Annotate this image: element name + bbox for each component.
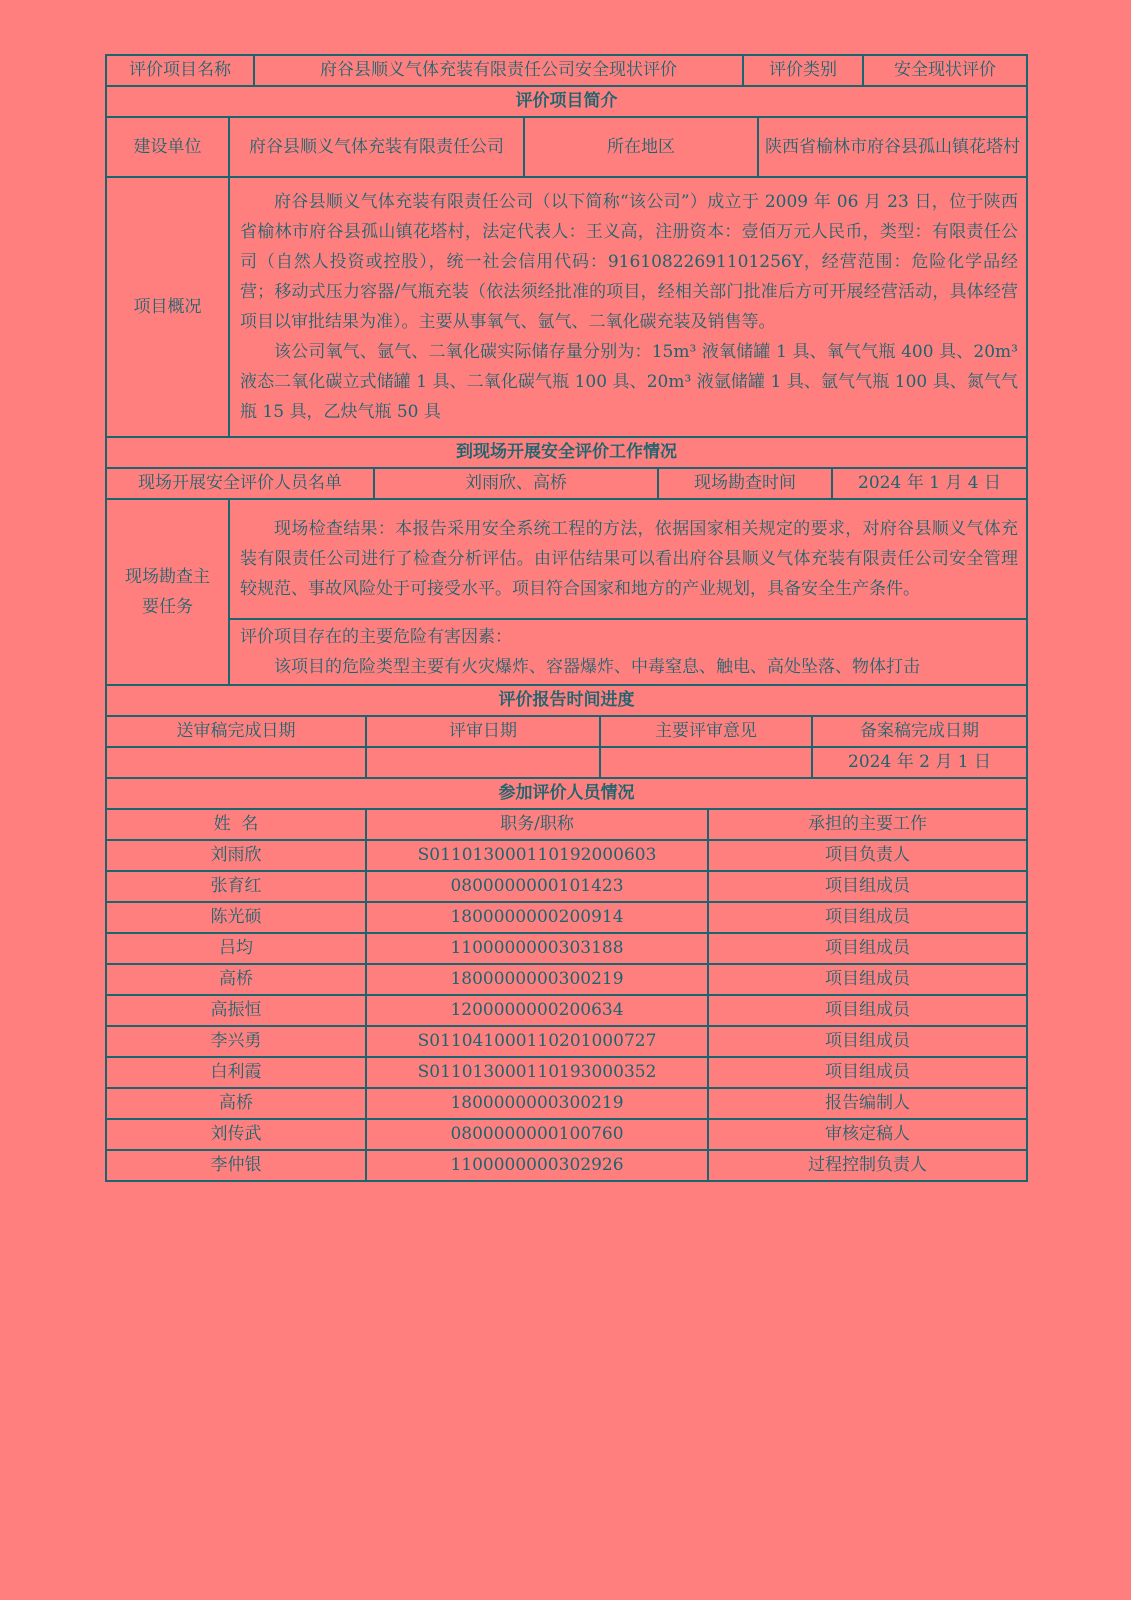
staff-work: 项目组成员 (708, 933, 1027, 964)
col-record-date: 备案稿完成日期 (812, 716, 1027, 747)
staff-name: 白利霞 (106, 1057, 366, 1088)
table-row (106, 902, 1027, 933)
staff-name: 李兴勇 (106, 1026, 366, 1057)
schedule-table (105, 684, 1028, 779)
table-row (106, 995, 1027, 1026)
staff-work: 报告编制人 (708, 1088, 1027, 1119)
site-time: 2024 年 1 月 4 日 (832, 468, 1027, 499)
staff-name: 高桥 (106, 964, 366, 995)
staff-title: 0800000000100760 (366, 1119, 708, 1150)
staff-work: 过程控制负责人 (708, 1150, 1027, 1181)
staff-name: 刘雨欣 (106, 840, 366, 871)
staff-title: 1800000000300219 (366, 1088, 708, 1119)
staff-title: 1100000000303188 (366, 933, 708, 964)
staff-work: 项目组成员 (708, 1026, 1027, 1057)
record-date: 2024 年 2 月 1 日 (812, 747, 1027, 778)
overview-paragraph-2: 该公司氧气、氩气、二氧化碳实际储存量分别为：15m³ 液氧储罐 1 具、氧气气瓶 400 具、20m³ 液态二氧化碳立式储罐 1 具、二氧化碳气瓶 100 具、20m³ 液氩储罐 1 具、氩气气瓶 100 具、氮气气瓶 15 具，乙炔气瓶 50 具 (240, 342, 1018, 422)
site-staff: 刘雨欣、高桥 (374, 468, 658, 499)
staff-title: 1200000000200634 (366, 995, 708, 1026)
col-review-date: 评审日期 (366, 716, 600, 747)
col-name: 姓 名 (106, 809, 366, 840)
staff-name: 刘传武 (106, 1119, 366, 1150)
staff-work: 审核定稿人 (708, 1119, 1027, 1150)
table-row (106, 933, 1027, 964)
intro-table (105, 85, 1028, 438)
staff-title: 1800000000200914 (366, 902, 708, 933)
label-construction-unit: 建设单位 (106, 117, 229, 177)
staff-name: 高振恒 (106, 995, 366, 1026)
header-table (105, 54, 1028, 87)
col-title: 职务/职称 (366, 809, 708, 840)
site-result-text: 现场检查结果：本报告采用安全系统工程的方法，依据国家相关规定的要求，对府谷县顺义气体充装有限责任公司进行了检查分析评估。由评估结果可以看出府谷县顺义气体充装有限责任公司安全管理较规范、事故风险处于可接受水平。项目符合国家和地方的产业规划，具备安全生产条件。 (240, 519, 1018, 599)
review-date (366, 747, 600, 778)
label-site-staff: 现场开展安全评价人员名单 (106, 468, 374, 499)
staff-rows (106, 840, 1027, 1181)
staff-title: S011013000110192000603 (366, 840, 708, 871)
section-title-schedule: 评价报告时间进度 (106, 685, 1027, 716)
staff-work: 项目组成员 (708, 1057, 1027, 1088)
location: 陕西省榆林市府谷县孤山镇花塔村 (758, 117, 1027, 177)
table-row (106, 1026, 1027, 1057)
staff-work: 项目组成员 (708, 902, 1027, 933)
staff-name: 陈光硕 (106, 902, 366, 933)
staff-title: 1100000000302926 (366, 1150, 708, 1181)
staff-title: 0800000000101423 (366, 871, 708, 902)
hazard-text: 该项目的危险类型主要有火灾爆炸、容器爆炸、中毒窒息、触电、高处坠落、物体打击 (274, 657, 920, 677)
table-row (106, 840, 1027, 871)
table-row (106, 964, 1027, 995)
staff-table (105, 777, 1028, 1182)
section-title-staff: 参加评价人员情况 (106, 778, 1027, 809)
evaluation-form (105, 54, 1026, 1182)
label-site-time: 现场勘查时间 (658, 468, 832, 499)
review-opinion (600, 747, 812, 778)
site-result (229, 499, 1027, 619)
staff-name: 张育红 (106, 871, 366, 902)
submit-date (106, 747, 366, 778)
col-review-opinion: 主要评审意见 (600, 716, 812, 747)
section-title-site: 到现场开展安全评价工作情况 (106, 437, 1027, 468)
staff-title: S011013000110193000352 (366, 1057, 708, 1088)
staff-title: S011041000110201000727 (366, 1026, 708, 1057)
hazard-label: 评价项目存在的主要危险有害因素： (240, 627, 512, 647)
table-row (106, 1119, 1027, 1150)
staff-name: 吕均 (106, 933, 366, 964)
staff-work: 项目组成员 (708, 871, 1027, 902)
staff-work: 项目负责人 (708, 840, 1027, 871)
site-hazard (229, 619, 1027, 685)
label-project-type: 评价类别 (743, 55, 863, 86)
table-row (106, 1150, 1027, 1181)
overview-text (229, 177, 1027, 437)
section-title-intro: 评价项目简介 (106, 86, 1027, 117)
label-location: 所在地区 (524, 117, 758, 177)
table-row (106, 1057, 1027, 1088)
table-row (106, 871, 1027, 902)
staff-name: 高桥 (106, 1088, 366, 1119)
site-table (105, 436, 1028, 686)
construction-unit: 府谷县顺义气体充装有限责任公司 (229, 117, 524, 177)
staff-work: 项目组成员 (708, 964, 1027, 995)
label-project-name: 评价项目名称 (106, 55, 254, 86)
overview-paragraph-1: 府谷县顺义气体充装有限责任公司（以下简称“该公司”）成立于 2009 年 06 月 23 日，位于陕西省榆林市府谷县孤山镇花塔村，法定代表人：王义高，注册资本：壹佰万元人民币，类型：有限责任公司（自然人投资或控股），统一社会信用代码：91610822691101256Y，经营范围：危险化学品经营；移动式压力容器/气瓶充装（依法须经批准的项目，经相关部门批准后方可开展经营活动，具体经营项目以审批结果为准）。主要从事氧气、氩气、二氧化碳充装及销售等。 (240, 192, 1018, 332)
staff-work: 项目组成员 (708, 995, 1027, 1026)
label-overview: 项目概况 (106, 177, 229, 437)
staff-name: 李仲银 (106, 1150, 366, 1181)
label-site-task: 现场勘查主要任务 (106, 499, 229, 685)
project-name: 府谷县顺义气体充装有限责任公司安全现状评价 (254, 55, 743, 86)
col-work: 承担的主要工作 (708, 809, 1027, 840)
project-type: 安全现状评价 (863, 55, 1027, 86)
table-row (106, 1088, 1027, 1119)
col-submit-date: 送审稿完成日期 (106, 716, 366, 747)
staff-title: 1800000000300219 (366, 964, 708, 995)
